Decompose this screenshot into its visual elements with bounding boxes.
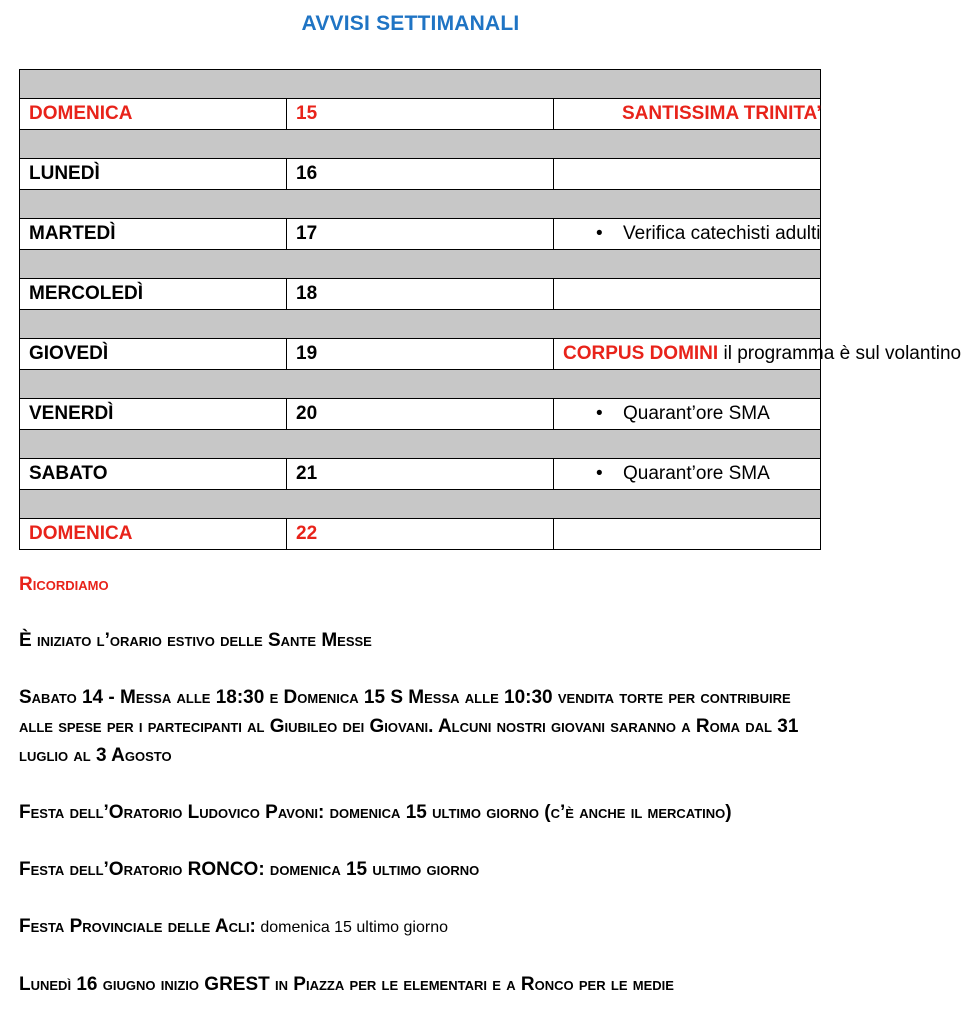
day-number: 15 [287,99,554,130]
day-row-martedi-17 [20,219,821,250]
separator-row [20,250,821,279]
day-row-venerdi-20 [20,399,821,430]
day-note: SANTISSIMA TRINITA’ [622,103,822,124]
bullet: • [596,223,603,244]
separator-row [20,370,821,399]
separator-row [20,190,821,219]
notice-grest: Lunedì 16 giugno inizio GREST in Piazza per le elementari e a Ronco per le medie [19,974,674,995]
day-number: 21 [287,459,554,490]
day-note: Quarant’ore SMA [623,403,770,424]
separator-row [20,490,821,519]
day-name: DOMENICA [20,519,287,550]
event-highlight: CORPUS DOMINI [563,343,719,364]
day-name: MARTEDÌ [20,219,287,250]
day-note: il programma è sul volantino [718,343,961,364]
day-name: SABATO [20,459,287,490]
day-name: VENERDÌ [20,399,287,430]
day-number: 16 [287,159,554,190]
notice-summer-schedule: È iniziato l’orario estivo delle Sante Messe [19,630,372,651]
weekly-schedule-table [19,69,961,550]
announcements [19,570,809,999]
day-note [554,519,821,550]
day-row-mercoledi-18 [20,279,821,310]
day-note [554,279,821,310]
page-title: AVVISI SETTIMANALI [301,12,520,35]
notice-festa-ronco: Festa dell’Oratorio RONCO: domenica 15 ultimo giorno [19,859,480,880]
notice-festa-acli [19,912,809,942]
day-row-lunedi-16 [20,159,821,190]
day-name: GIOVEDÌ [20,339,287,370]
separator-row [20,130,821,159]
day-row-domenica-22 [20,519,821,550]
day-row-sabato-21 [20,459,821,490]
day-note: Verifica catechisti adulti [623,223,821,244]
day-number: 17 [287,219,554,250]
day-name: LUNEDÌ [20,159,287,190]
notice-festa-pavoni: Festa dell’Oratorio Ludovico Pavoni: domenica 15 ultimo giorno (c’è anche il mercatino) [19,802,732,823]
day-row-giovedi-19 [20,339,821,370]
day-number: 19 [287,339,554,370]
separator-row [20,310,821,339]
day-note: Quarant’ore SMA [623,463,770,484]
day-name: MERCOLEDÌ [20,279,287,310]
notice-sabato-messa: Sabato 14 - Messa alle 18:30 e Domenica 15 S Messa alle 10:30 vendita torte per contribuire alle spese per i partecipanti al Giubileo dei Giovani. Alcuni nostri giovani saranno a Roma dal 31 luglio al 3 Agosto [19,687,799,766]
day-number: 22 [287,519,554,550]
day-number: 20 [287,399,554,430]
separator-row [20,70,821,99]
notice-acli-rest: domenica 15 ultimo giorno [255,919,448,936]
notice-acli-lead: Festa Provinciale delle Acli: [19,916,256,937]
day-note [554,159,821,190]
day-row-domenica-15 [20,99,821,130]
bullet: • [596,463,603,484]
day-name: DOMENICA [20,99,287,130]
separator-row [20,430,821,459]
bullet: • [596,403,603,424]
notes-heading: Ricordiamo [19,574,109,595]
day-number: 18 [287,279,554,310]
